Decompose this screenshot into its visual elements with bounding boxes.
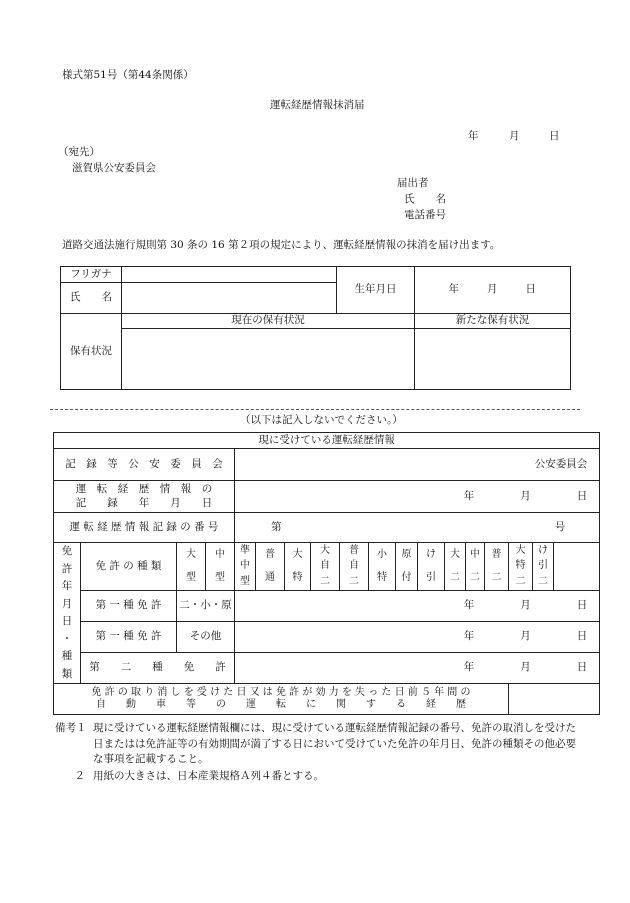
- record-number-label: 運 転 経 歴 情 報 記 録 の 番 号: [54, 513, 235, 543]
- license-kind-char: 通: [265, 571, 275, 583]
- remark-text-1: 現に受けている運転経歴情報欄には、現に受けている運転経歴情報記録の番号、免許の取消しを受けた日またはは免許証等の有効期間が満了する日において受けていた免許の年月日、免許の種類その他必要な事項を記載すること。: [93, 722, 576, 765]
- applicant-table: [60, 266, 571, 390]
- license-kind-char: 大: [515, 544, 526, 556]
- applicant-label: 届出者: [397, 177, 429, 189]
- first-class-date-a[interactable]: [235, 591, 600, 622]
- first-class-kind-a: 二・小・原: [177, 591, 235, 622]
- page-title: 運転経歴情報抹消届: [270, 99, 365, 111]
- license-kind-char: 大: [292, 548, 303, 560]
- license-kind-char: 二: [320, 575, 330, 587]
- license-kind-char: 自: [320, 560, 330, 572]
- license-kind-char: 普: [491, 548, 502, 560]
- record-number-prefix: 第: [271, 520, 282, 533]
- license-date-type-label: [54, 543, 81, 684]
- office-table: [53, 432, 600, 715]
- license-kind-ordinary-2nd: [485, 543, 509, 591]
- current-status-field[interactable]: [122, 329, 415, 390]
- license-type-label: 免 許 の 種 類: [81, 543, 177, 591]
- license-kind-char: 原: [401, 548, 412, 560]
- day-label: 日: [576, 599, 588, 612]
- first-class-label-a: 第 一 種 免 許: [81, 591, 177, 622]
- furigana-field[interactable]: [122, 267, 337, 283]
- license-kind-char: 二: [538, 575, 548, 587]
- record-year-label: 年: [463, 489, 475, 502]
- license-date-char: 年: [61, 580, 73, 593]
- license-kind-char: 二: [515, 575, 526, 587]
- license-kind-large: [177, 543, 206, 591]
- license-kind-large-special: [285, 543, 311, 591]
- license-kind-char: 引: [538, 560, 548, 572]
- revocation-history-field[interactable]: [509, 684, 600, 715]
- revocation-history-label: [54, 684, 509, 715]
- applicant-phone-label: 電話番号: [404, 209, 446, 221]
- license-kind-char: 付: [401, 571, 412, 583]
- license-kind-char: 小: [377, 548, 387, 560]
- record-month-label: 月: [520, 489, 531, 502]
- day-label: 日: [576, 661, 588, 674]
- license-kind-large-2nd: [445, 543, 466, 591]
- birth-day-label: 日: [525, 283, 536, 296]
- first-class-kind-b: その他: [177, 622, 235, 653]
- license-kind-char: 大: [450, 548, 460, 560]
- office-use-note: （以下は記入しないでください。）: [240, 414, 403, 426]
- commission-label: 記 録 等 公 安 委 員 会: [54, 449, 235, 481]
- year-label: 年: [463, 599, 475, 612]
- license-date-char: 種: [61, 650, 73, 663]
- license-kind-char: 普: [349, 544, 359, 556]
- date-month-label: 月: [509, 130, 520, 142]
- license-kind-char: 準: [240, 544, 250, 556]
- revocation-line2: 自 動 車 等 の 運 転 に 関 す る 経 歴: [96, 699, 466, 710]
- addressee: 滋賀県公安委員会: [72, 162, 156, 174]
- birth-month-label: 月: [487, 283, 498, 296]
- license-kind-char: 普: [265, 548, 275, 560]
- birthdate-label: 生年月日: [337, 267, 415, 314]
- license-kind-char: 二: [470, 571, 480, 583]
- license-kind-char: 二: [450, 571, 460, 583]
- license-kind-small-special: [369, 543, 396, 591]
- commission-suffix: 公安委員会: [534, 457, 588, 470]
- license-kinds-spacer: [554, 543, 600, 591]
- second-class-date[interactable]: [235, 653, 600, 684]
- license-kind-semi-medium: [235, 543, 256, 591]
- license-kind-moped: [396, 543, 418, 591]
- record-date-label-line2: 記 録 年 月 日: [75, 496, 213, 509]
- date-day-label: 日: [549, 130, 560, 142]
- first-class-label-b: 第 一 種 免 許: [81, 622, 177, 653]
- license-kind-char: 引: [426, 571, 436, 583]
- license-kind-char: 二: [491, 571, 502, 583]
- license-kind-large-motorcycle: [311, 543, 340, 591]
- remark-label-1: 備考１: [55, 722, 87, 734]
- first-class-date-b[interactable]: [235, 622, 600, 653]
- license-kind-large-special-2nd: [509, 543, 533, 591]
- revocation-line1: 免 許 の 取 り 消 し を 受 け た 日 又 は 免 許 が 効 力 を 失 っ た 日 前 ５ 年 間 の: [91, 686, 471, 698]
- birthdate-field[interactable]: [415, 267, 571, 314]
- license-kind-char: 自: [349, 560, 359, 572]
- month-label: 月: [520, 630, 531, 643]
- date-year-label: 年: [468, 130, 479, 142]
- second-class-label: 第 二 種 免 許: [81, 653, 235, 684]
- license-kind-char: 中: [215, 548, 225, 560]
- record-number-suffix: 号: [554, 520, 566, 533]
- license-kind-towing-2nd: [533, 543, 554, 591]
- year-label: 年: [463, 661, 475, 674]
- month-label: 月: [520, 661, 531, 674]
- current-status-label: 現在の保有状況: [122, 314, 415, 329]
- license-kind-char: 特: [377, 571, 387, 583]
- license-kind-char: 中: [240, 560, 250, 572]
- holding-status-label: 保有状況: [61, 314, 122, 390]
- office-heading: 現に受けている運転経歴情報: [54, 433, 600, 449]
- license-kind-towing: [418, 543, 445, 591]
- commission-field[interactable]: [235, 449, 600, 481]
- license-date-char: 類: [61, 667, 73, 680]
- license-kind-char: け: [426, 548, 436, 560]
- form-number: 様式第51号（第44条関係）: [62, 69, 194, 81]
- new-status-field[interactable]: [415, 329, 571, 390]
- license-kind-char: 大: [186, 548, 196, 560]
- record-date-label: [54, 481, 235, 513]
- birth-year-label: 年: [448, 283, 459, 296]
- year-label: 年: [463, 630, 475, 643]
- remark-label-2: ２: [74, 769, 85, 782]
- new-status-label: 新たな保有状況: [415, 314, 571, 329]
- day-label: 日: [576, 630, 588, 643]
- statement: 道路交通法施行規則第 30 条の 16 第２項の規定により、運転経歴情報の抹消を届け出ます。: [62, 239, 501, 251]
- license-date-char: 月: [61, 597, 73, 610]
- license-kind-medium: [206, 543, 235, 591]
- license-kind-char: 型: [215, 571, 225, 583]
- license-date-char: 免: [61, 545, 73, 558]
- license-kind-char: 型: [186, 571, 196, 583]
- license-kind-medium-2nd: [466, 543, 485, 591]
- addressee-label: （宛先）: [58, 146, 100, 158]
- record-date-label-line1: 運 転 経 歴 情 報 の: [75, 483, 213, 496]
- license-kind-char: け: [538, 544, 548, 556]
- record-number-field[interactable]: [235, 513, 600, 543]
- license-date-char: 許: [61, 562, 73, 575]
- remark-text-2: 用紙の大きさは、日本産業規格Ａ列４番とする。: [93, 769, 324, 782]
- license-kind-char: 型: [240, 575, 250, 587]
- name-field[interactable]: [122, 283, 337, 314]
- remarks: [55, 721, 583, 784]
- license-kind-char: 中: [470, 548, 480, 560]
- license-kind-ordinary: [256, 543, 285, 591]
- furigana-label: フリガナ: [61, 267, 122, 283]
- record-date-field[interactable]: [235, 481, 600, 513]
- month-label: 月: [520, 599, 531, 612]
- license-kind-char: 特: [292, 571, 303, 583]
- license-kind-char: 二: [349, 575, 359, 587]
- name-label: 氏 名: [61, 283, 122, 314]
- license-date-char: ・: [61, 632, 73, 645]
- license-kind-char: 特: [515, 560, 526, 572]
- license-kind-ordinary-motorcycle: [340, 543, 369, 591]
- cut-line: [50, 409, 580, 410]
- record-day-label: 日: [576, 489, 588, 502]
- license-kind-char: 大: [320, 544, 330, 556]
- license-date-char: 日: [61, 615, 73, 628]
- applicant-name-label: 氏 名: [404, 193, 446, 205]
